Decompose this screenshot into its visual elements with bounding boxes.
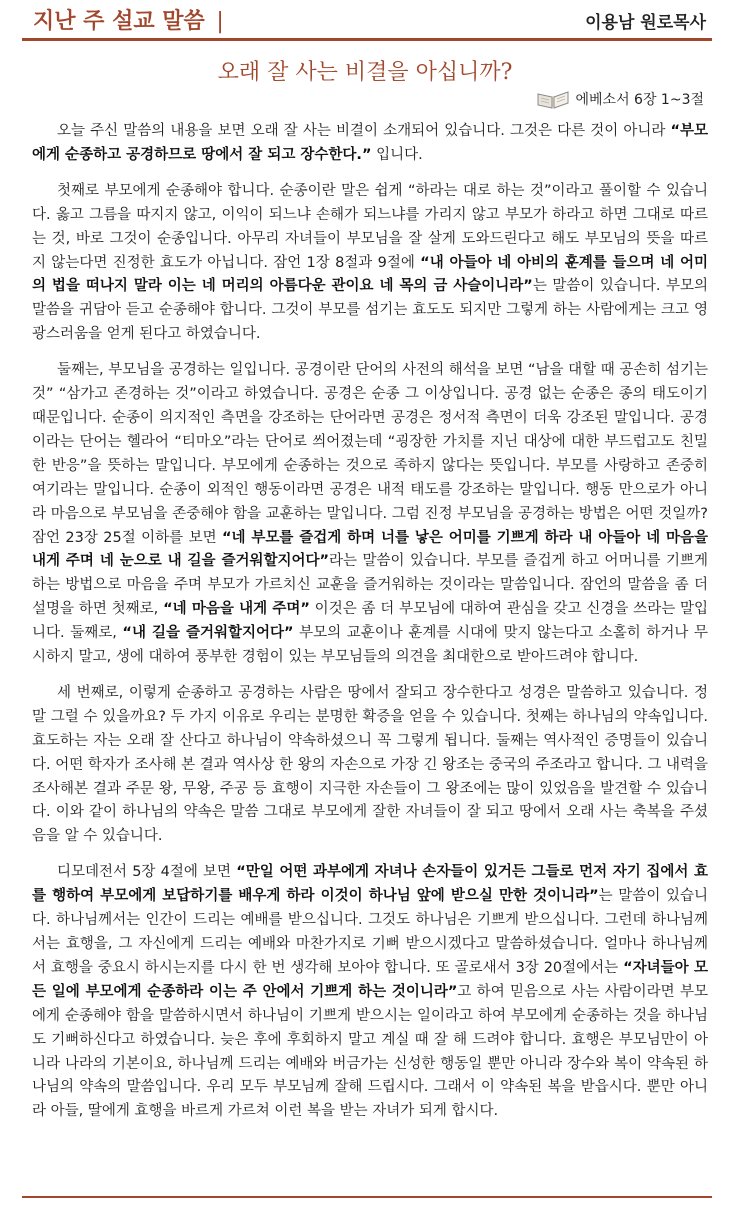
- section-title: [33, 4, 224, 35]
- scripture-text: 에베소서 6장 1~3절: [575, 92, 704, 108]
- text-run: 는 말씀이 있습니다. 부모의 말씀을 귀담아 듣고 순종해야 합니다. 그것이 부모를 섬기는 효도도 되지만 그렇게 하는 사람에게는 크고 영광스러움을 얻게 된다고 하였습니다.: [32, 278, 708, 343]
- text-run: 라는 말씀이 있습니다. 부모를 즐겁게 하고 어머니를 기쁘게 하는 방법으로 마음을 주며 부모가 가르치신 교훈을 즐거워하는 것이라는 말씀입니다. 잠언의 말씀을 좀 더 설명을 하면 첫째로,: [32, 553, 708, 618]
- bottom-divider: [22, 1196, 712, 1198]
- paragraph-1: [32, 120, 708, 168]
- sermon-title: 오래 잘 사는 비결을 아십니까?: [217, 60, 513, 85]
- text-run: 부모의 교훈이나 훈계를 시대에 맞지 않는다고 소홀히 하거나 무시하지 말고, 생에 대하여 풍부한 경험이 있는 부모님들의 의견을 최대한으로 받아드려야 합니다.: [32, 625, 708, 666]
- sermon-body: [32, 120, 708, 1136]
- bold-quote: “네 마음을 내게 주며”: [163, 601, 310, 618]
- paragraph-5: [32, 861, 708, 1124]
- bold-quote: “내 길을 즐거워할지어다”: [122, 625, 294, 642]
- bold-quote: “자녀들아 모든 일에 부모에게 순종하라 이는 주 안에서 기쁘게 하는 것이니라”: [32, 959, 708, 1000]
- bold-quote: “네 부모를 즐겁게 하며 너를 낳은 어미를 기쁘게 하라 내 아들아 네 마음을 내게 주며 네 눈으로 내 길을 즐거워할지어다”: [32, 529, 708, 570]
- bold-quote: “내 아들아 네 아비의 훈계를 들으며 네 어미의 법을 떠나지 말라 이는 네 머리의 아름다운 관이요 네 목의 금 사슬이니라”: [32, 254, 709, 295]
- bold-quote: “부모에게 순종하고 공경하므로 땅에서 잘 되고 장수한다.”: [32, 123, 708, 163]
- open-book-icon: [536, 88, 570, 110]
- bold-quote: “만일 어떤 과부에게 자녀나 손자들이 있거든 그들로 먼저 자기 집에서 효를 행하여 부모에게 보답하기를 배우게 하라 이것이 하나님 앞에 받으실 만한 것이니라”: [32, 864, 708, 905]
- author-name: 이용남 원로목사: [585, 13, 706, 33]
- paragraph-3: [32, 359, 708, 670]
- title-separator: |: [216, 9, 224, 34]
- text-run: 디모데전서 5장 4절에 보면: [57, 864, 237, 881]
- scripture-reference: [536, 88, 705, 110]
- text-run: 입니다.: [371, 146, 423, 163]
- text-run: 는 말씀이 있습니다. 하나님께서는 인간이 드리는 예배를 받으십니다. 그것도 하나님은 기쁘게 받으십니다. 그런데 하나님께서는 효행을, 그 자신에게 드리는 예배와 마찬가지로 기뻐 받으시겠다고 말씀하셨습니다. 얼마나 하나님께서 효행을 중요시 하시는지를 다시 한 번 생각해 보아야 합니다. 또 골로새서 3장 20절에서는: [32, 888, 708, 976]
- page-header: [0, 0, 730, 40]
- section-title-text: 지난 주 설교 말씀: [33, 9, 205, 34]
- paragraph-4: [32, 682, 708, 849]
- text-run: 둘째는, 부모님을 공경하는 일입니다. 공경이란 단어의 사전의 해석을 보면 “남을 대할 때 공손히 섬기는 것” “삼가고 존경하는 것”이라고 하였습니다. 공경은 순종 그 이상입니다. 공경 없는 순종은 종의 태도이기 때문입니다. 순종이 의지적인 측면을 강조하는 단어라면 공경은 정서적 측면이 더욱 강조된 말입니다. 공경이라는 단어는 헬라어 “티마오”라는 단어로 씌어졌는데 “굉장한 가치를 지닌 대상에 대한 부드럽고도 친밀한 반응”을 뜻하는 말입니다. 부모에게 순종하는 것으로 족하지 않다는 뜻입니다. 부모를 사랑하고 존중히 여기라는 말입니다. 순종이 외적인 행동이라면 공경은 내적 태도를 강조하는 말입니다. 행동 만으로가 아니라 마음으로 부모님을 존중해야 함을 교훈하는 말입니다. 그럼 진정 부모님을 공경하는 방법은 어떤 것일까? 잠언 23장 25절 이하를 보면: [32, 362, 708, 546]
- top-divider: [22, 38, 712, 41]
- text-run: 오늘 주신 말씀의 내용을 보면 오래 잘 사는 비결이 소개되어 있습니다. 그것은 다른 것이 아니라: [57, 123, 671, 139]
- text-run: 첫째로 부모에게 순종해야 합니다. 순종이란 말은 쉽게 “하라는 대로 하는 것”이라고 풀이할 수 있습니다. 옳고 그름을 따지지 않고, 이익이 되느냐 손해가 되느냐를 가리지 않고 부모가 하라고 하면 그대로 따르는 것, 바로 그것이 순종입니다. 아무리 자녀들이 부모님을 잘 살게 도와드린다고 해도 부모님의 뜻을 따르지 않는다면 진정한 효도가 아닙니다. 잠언 1장 8절과 9절에: [32, 182, 708, 271]
- text-run: 고 하여 믿음으로 사는 사람이라면 부모에게 순종해야 함을 말씀하시면서 하나님이 기쁘게 받으시는 일이라고 하여 부모에게 순종하는 것을 하나님도 기뻐하신다고 하였습니다. 늦은 후에 후회하지 말고 계실 때 잘 해 드려야 합니다. 효행은 부모님만이 아니라 나라의 기본이요, 하나님께 드리는 예배와 버금가는 신성한 행동일 뿐만 아니라 장수와 복이 약속된 하나님의 약속의 말씀입니다. 우리 모두 부모님께 잘해 드립시다. 그래서 이 약속된 복을 받읍시다. 뿐만 아니라 아들, 딸에게 효행을 바르게 가르쳐 이런 복을 받는 자녀가 되게 합시다.: [32, 983, 708, 1120]
- text-run: 세 번째로, 이렇게 순종하고 공경하는 사람은 땅에서 잘되고 장수한다고 성경은 말씀하고 있습니다. 정말 그럴 수 있을까요? 두 가지 이유로 우리는 분명한 확증을 얻을 수 있습니다. 첫째는 하나님의 약속입니다. 효도하는 자는 오래 잘 산다고 하나님이 약속하셨으니 꼭 그렇게 됩니다. 둘째는 역사적인 증명들이 있습니다. 어떤 학자가 조사해 본 결과 역사상 한 왕의 자손으로 가장 긴 왕조는 중국의 주조라고 합니다. 그 내력을 조사해본 결과 주문 왕, 무왕, 주공 등 효행이 지극한 자손들이 그 왕조에는 많이 있었음을 발견할 수 있습니다. 이와 같이 하나님의 약속은 말씀 그대로 부모에게 잘한 자녀들이 잘 되고 땅에서 오래 사는 축복을 주셨음을 알 수 있습니다.: [32, 684, 708, 845]
- text-run: 이것은 좀 더 부모님에 대하여 관심을 갖고 신경을 쓰라는 말입니다. 둘째로,: [32, 601, 709, 642]
- paragraph-2: [32, 180, 708, 347]
